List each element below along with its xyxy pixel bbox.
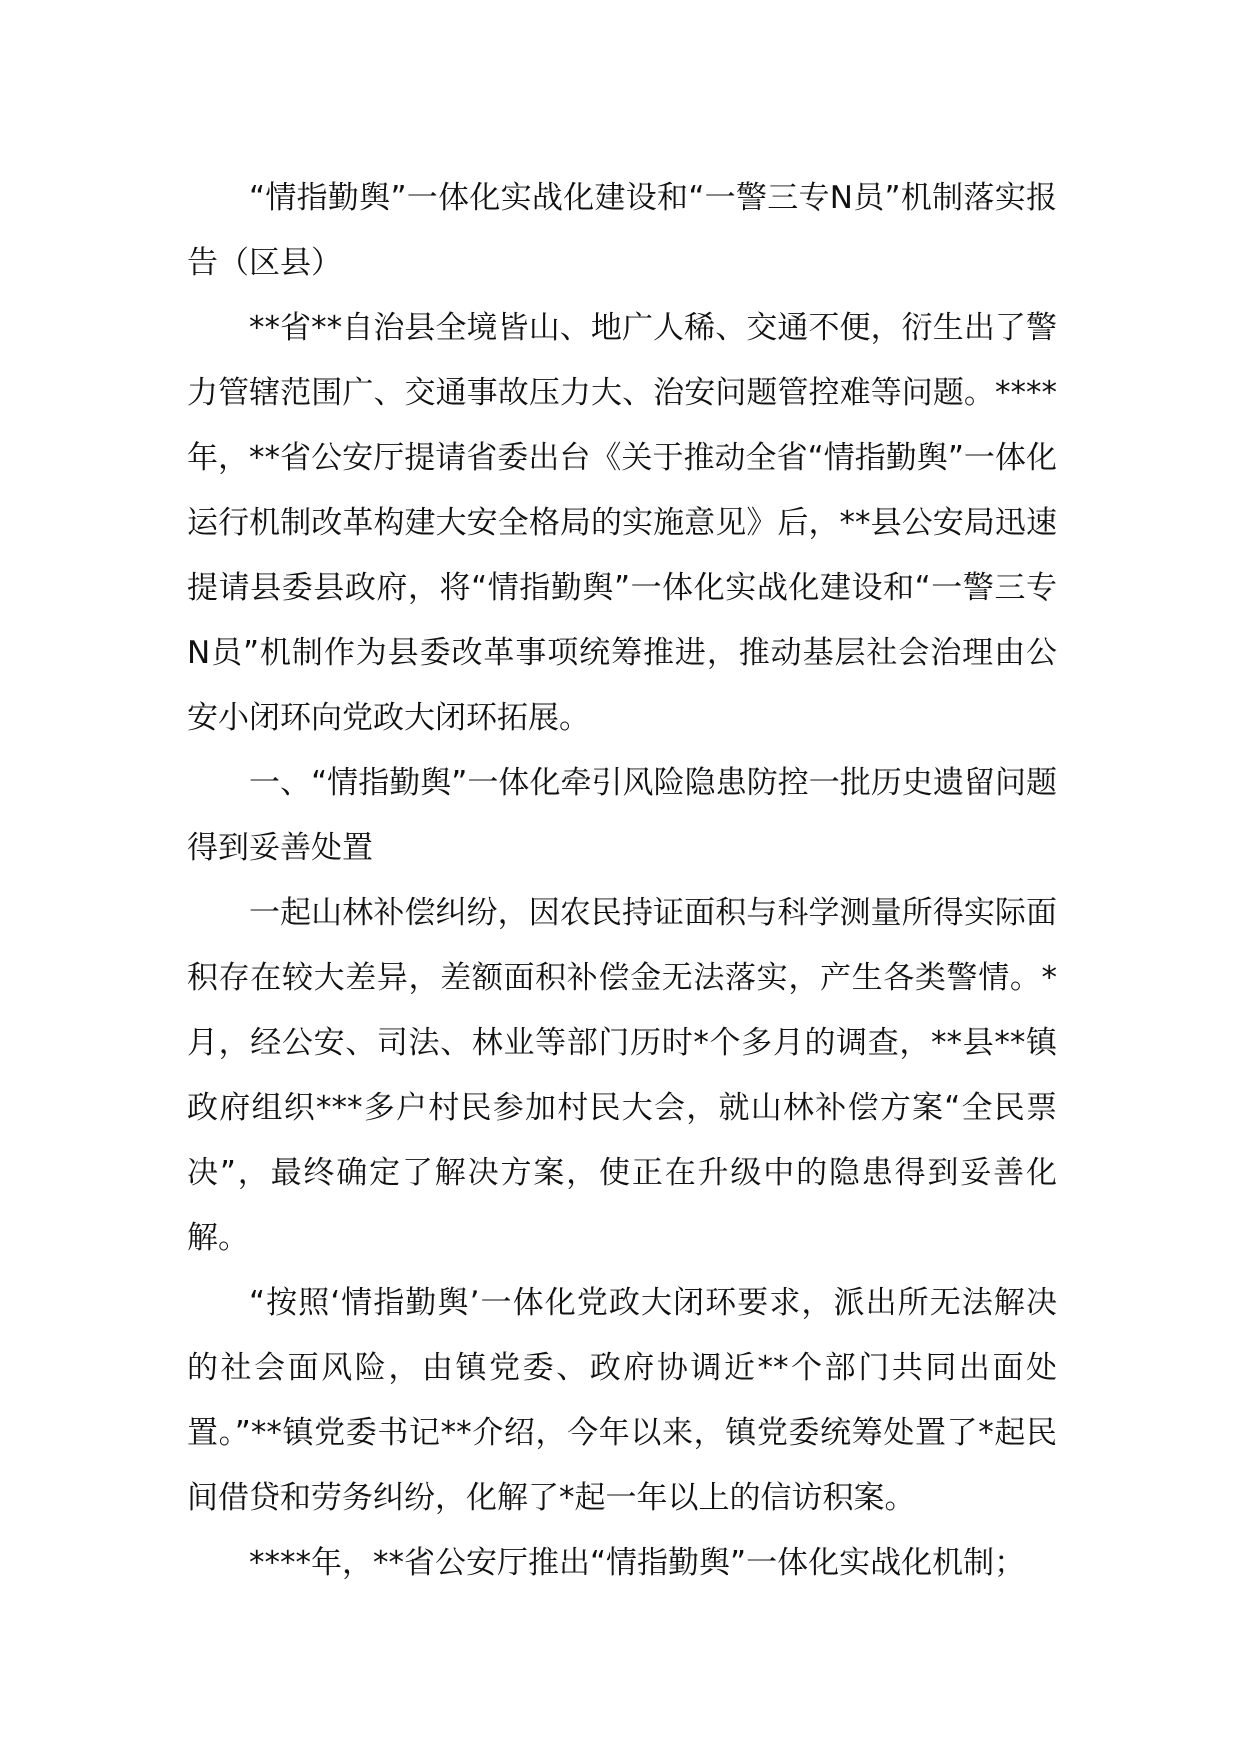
section-heading-1: 一、“情指勤舆”一体化牵引风险隐患防控一批历史遗留问题得到妥善处置 xyxy=(187,765,1057,866)
document-title: “情指勤舆”一体化实战化建设和“一警三专N员”机制落实报告（区县） xyxy=(187,180,1057,281)
paragraph-forest-dispute: 一起山林补偿纠纷，因农民持证面积与科学测量所得实际面积存在较大差异，差额面积补偿金无法落实，产生各类警情。*月，经公安、司法、林业等部门历时*个多月的调查，**县**镇政府组织***多户村民参加村民大会，就山林补偿方案“全民票决”，最终确定了解决方案，使正在升级中的隐患得到妥善化解。 xyxy=(187,895,1057,1256)
paragraph-quote: “按照‘情指勤舆’一体化党政大闭环要求，派出所无法解决的社会面风险，由镇党委、政府协调近**个部门共同出面处置。”**镇党委书记**介绍，今年以来，镇党委统筹处置了*起民间借贷和劳务纠纷，化解了*起一年以上的信访积案。 xyxy=(187,1285,1057,1516)
paragraph-mechanism: ****年，**省公安厅推出“情指勤舆”一体化实战化机制； xyxy=(249,1545,1026,1581)
paragraph-intro: **省**自治县全境皆山、地广人稀、交通不便，衍生出了警力管辖范围广、交通事故压力大、治安问题管控难等问题。****年，**省公安厅提请省委出台《关于推动全省“情指勤舆”一体化运行机制改革构建大安全格局的实施意见》后，**县公安局迅速提请县委县政府，将“情指勤舆”一体化实战化建设和“一警三专N员”机制作为县委改革事项统筹推进，推动基层社会治理由公安小闭环向党政大闭环拓展。 xyxy=(187,310,1057,736)
document-body xyxy=(187,166,1057,1596)
